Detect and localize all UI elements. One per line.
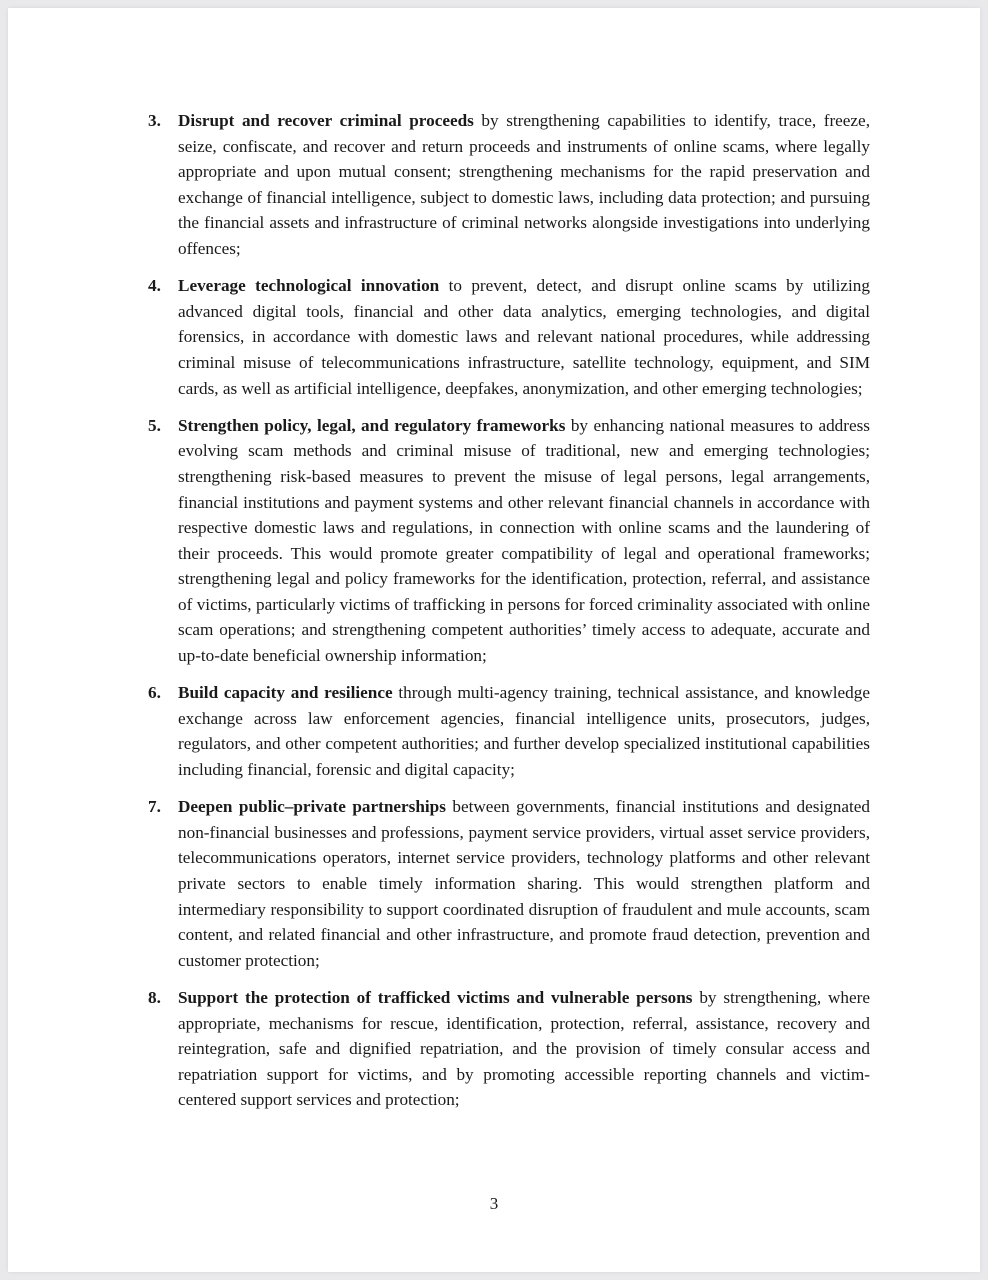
item-text: through multi-agency training, technical assistance, and knowledge exchange across law enforcement agencies, financial intelligence units, prosecutors, judges, regulators, and other competent authorities; and further develop specialized institutional capabilities including financial, forensic and digital capacity;	[178, 683, 870, 780]
item-text: by strengthening, where appropriate, mechanisms for rescue, identification, protection, referral, assistance, recovery and reintegration, safe and dignified repatriation, and the provision of timely consular access and repatriation support for victims, and by promoting accessible reporting channels and victim-centered support services and protection;	[178, 987, 870, 1110]
list-item	[148, 680, 870, 782]
list-item	[148, 985, 870, 1113]
item-number: 7.	[148, 797, 161, 817]
list-item	[148, 413, 870, 669]
item-heading: Deepen public–private partnerships	[178, 797, 446, 817]
document-body	[148, 108, 870, 1125]
item-paragraph	[178, 794, 870, 973]
list-item	[148, 108, 870, 262]
document-page	[8, 8, 980, 1272]
list-item	[148, 794, 870, 973]
item-heading: Support the protection of trafficked victims and vulnerable persons	[178, 987, 693, 1007]
list-item	[148, 273, 870, 401]
item-number: 8.	[148, 987, 161, 1007]
item-number: 3.	[148, 111, 161, 130]
item-number: 5.	[148, 415, 161, 435]
item-heading: Leverage technological innovation	[178, 276, 440, 296]
item-paragraph	[178, 273, 870, 401]
item-text: by enhancing national measures to address evolving scam methods and criminal misuse of traditional, new and emerging technologies; strengthening risk-based measures to prevent the misuse of legal persons, legal arrangements, financial institutions and payment systems and other relevant financial channels in accordance with respective domestic laws and regulations, in connection with online scams and the laundering of their proceeds. This would promote greater compatibility of legal and operational frameworks; strengthening legal and policy frameworks for the identification, protection, referral, and assistance of victims, particularly victims of trafficking in persons for forced criminality associated with online scam operations; and strengthening competent authorities’ timely access to adequate, accurate and up-to-date beneficial ownership information;	[178, 415, 870, 666]
item-text: by strengthening capabilities to identify, trace, freeze, seize, confiscate, and recover and return proceeds and instruments of online scams, where legally appropriate and upon mutual consent; strengthening mechanisms for the rapid preservation and exchange of financial intelligence, subject to domestic laws, including data protection; and pursuing the financial assets and infrastructure of criminal networks alongside investigations into underlying offences;	[178, 111, 870, 258]
item-paragraph	[178, 108, 870, 262]
item-paragraph	[178, 680, 870, 782]
item-number: 6.	[148, 683, 161, 703]
item-heading: Disrupt and recover criminal proceeds	[178, 111, 474, 130]
item-paragraph	[178, 413, 870, 669]
item-paragraph	[178, 985, 870, 1113]
item-text: between governments, financial institutions and designated non-financial businesses and professions, payment service providers, virtual asset service providers, telecommunications operators, internet service providers, technology platforms and other relevant private sectors to enable timely information sharing. This would strengthen platform and intermediary responsibility to support coordinated disruption of fraudulent and mule accounts, scam content, and related financial and other infrastructure, and promote fraud detection, prevention and customer protection;	[178, 797, 870, 970]
item-heading: Strengthen policy, legal, and regulatory frameworks	[178, 415, 566, 435]
item-text: to prevent, detect, and disrupt online scams by utilizing advanced digital tools, financial and other data analytics, emerging technologies, and digital forensics, in accordance with domestic laws and relevant national procedures, while addressing criminal misuse of telecommunications infrastructure, satellite technology, equipment, and SIM cards, as well as artificial intelligence, deepfakes, anonymization, and other emerging technologies;	[178, 276, 870, 398]
item-heading: Build capacity and resilience	[178, 683, 393, 703]
page-number: 3	[489, 1194, 499, 1213]
item-number: 4.	[148, 276, 161, 296]
